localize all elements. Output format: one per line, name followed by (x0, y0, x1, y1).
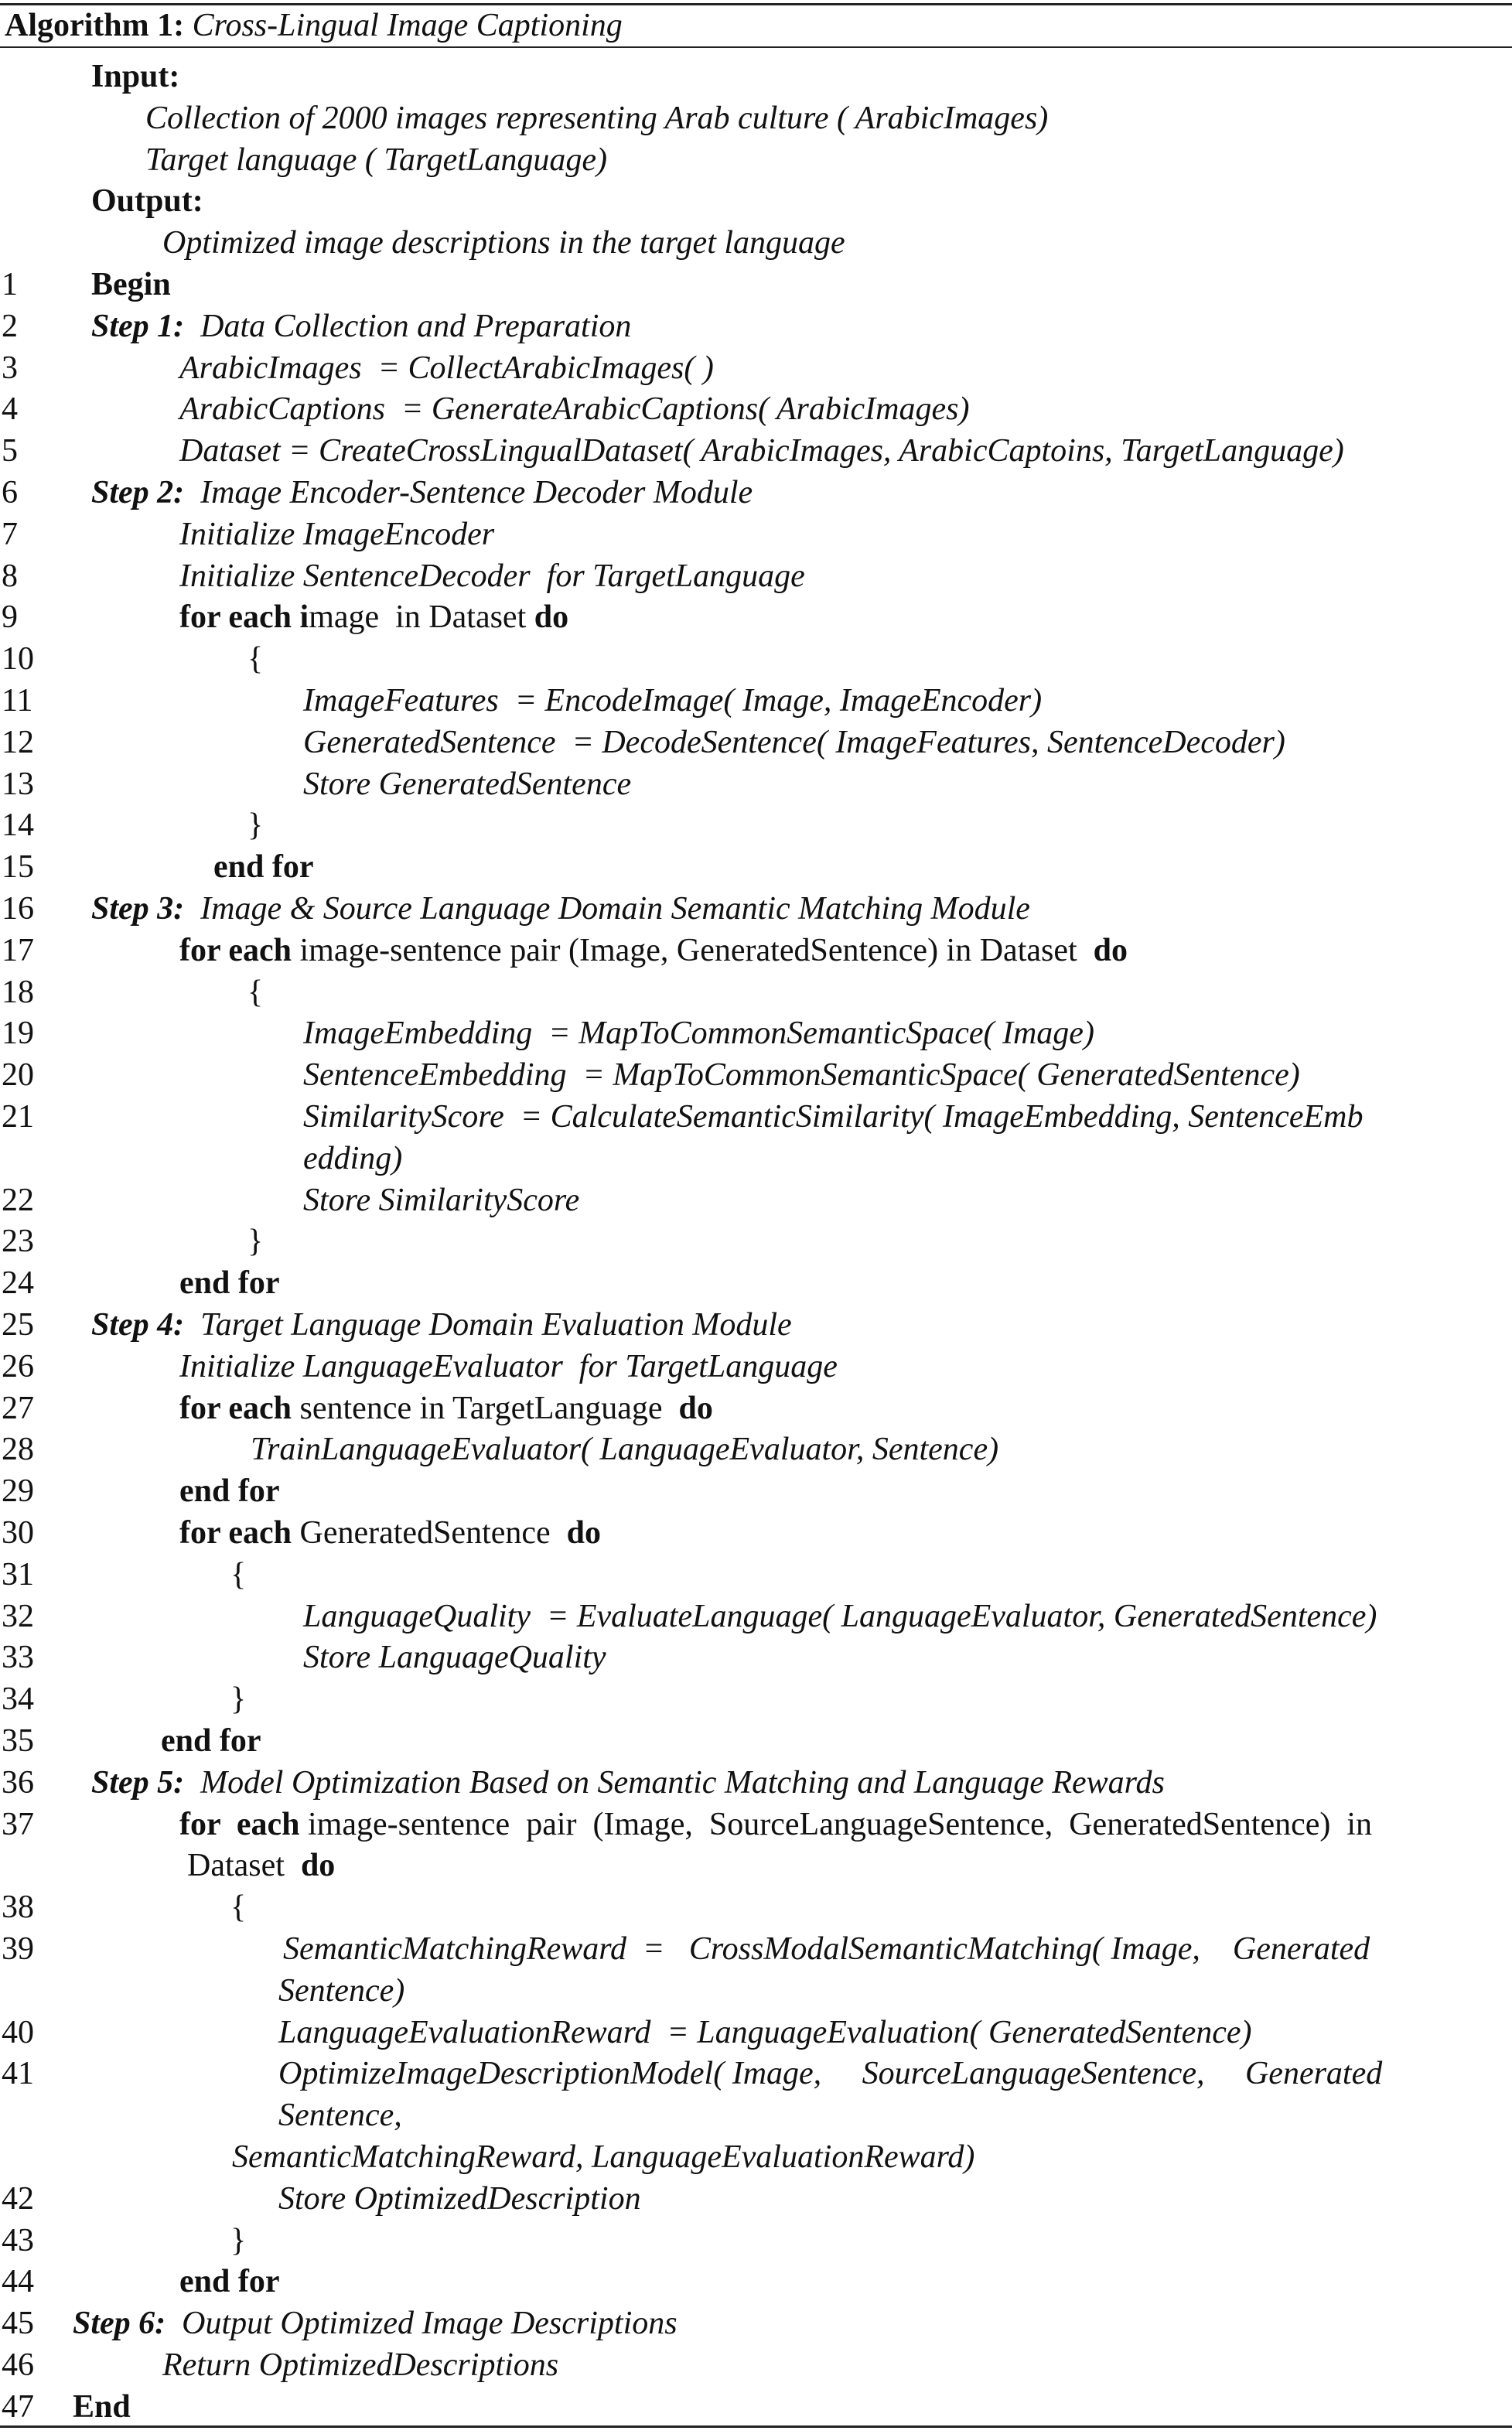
algorithm-line (0, 430, 1512, 472)
line-number: 7 (2, 516, 18, 552)
code-text: SemanticMatchingReward, LanguageEvaluationReward) (232, 2139, 975, 2175)
algorithm-line (0, 1970, 1512, 2012)
line-code (303, 1637, 606, 1678)
line-number: 13 (2, 766, 34, 802)
algorithm-line (0, 1804, 1512, 1845)
code-text: Optimized image descriptions in the target language (162, 225, 845, 261)
algorithm-line (0, 1388, 1512, 1429)
keyword: Step 1: (91, 308, 185, 344)
line-number: 4 (2, 391, 18, 428)
line-code (161, 1720, 261, 1762)
line-number: 29 (2, 1473, 34, 1510)
algorithm-line (0, 1429, 1512, 1470)
line-number: 47 (2, 2388, 34, 2425)
algorithm-title: Cross-Lingual Image Captioning (192, 8, 623, 43)
keyword: for each (179, 1390, 300, 1426)
algorithm-line (0, 1138, 1512, 1179)
line-number: 22 (2, 1182, 34, 1218)
algorithm-line (0, 1886, 1512, 1928)
line-number: 25 (2, 1307, 34, 1343)
line-number: 20 (2, 1057, 34, 1094)
line-code (91, 1304, 792, 1346)
algorithm-line (0, 2012, 1512, 2053)
algorithm-line (0, 722, 1512, 763)
code-text: GeneratedSentence (299, 1515, 567, 1551)
algorithm-line (0, 2386, 1512, 2428)
line-code (230, 2220, 246, 2262)
algorithm-line (0, 1596, 1512, 1637)
line-number: 32 (2, 1598, 34, 1634)
line-number: 10 (2, 641, 34, 678)
line-number: 39 (2, 1931, 34, 1967)
line-code (247, 1220, 263, 1262)
line-number: 37 (2, 1806, 34, 1842)
algorithm-line (0, 180, 1512, 222)
line-code (91, 56, 179, 97)
line-code (162, 222, 845, 264)
algorithm-line (0, 347, 1512, 389)
algorithm-line (0, 1012, 1512, 1054)
code-text: image-sentence pair (Image, GeneratedSentence) in Dataset (299, 932, 1094, 968)
algorithm-line (0, 1179, 1512, 1221)
algorithm-line (0, 638, 1512, 680)
algorithm-label: Algorithm 1: (5, 8, 185, 43)
line-number: 41 (2, 2056, 34, 2092)
code-text: Sentence) (278, 1972, 405, 2009)
code-text: { (247, 974, 264, 1010)
code-text: OptimizeImageDescriptionModel( Image, SourceLanguageSentence, Generated (278, 2056, 1383, 2092)
keyword: end for (179, 2264, 280, 2300)
code-text: Initialize LanguageEvaluator for TargetLanguage (179, 1348, 838, 1384)
code-text: image-sentence pair (Image, SourceLanguageSentence, GeneratedSentence) in (308, 1806, 1373, 1842)
line-code (303, 680, 1042, 722)
code-text: { (230, 1890, 247, 1926)
code-text: } (230, 2222, 247, 2258)
line-number: 2 (2, 308, 18, 344)
line-number: 30 (2, 1515, 34, 1551)
code-text: Initialize SentenceDecoder for TargetLanguage (179, 558, 805, 594)
algorithm-line (0, 596, 1512, 638)
line-code (179, 1470, 280, 1512)
algorithm-line (0, 1720, 1512, 1762)
keyword: Step 6: (73, 2306, 166, 2342)
keyword: end for (213, 849, 314, 886)
line-number: 42 (2, 2180, 34, 2217)
code-text: Store LanguageQuality (303, 1640, 606, 1676)
line-number: 15 (2, 849, 34, 886)
keyword: end for (179, 1473, 280, 1510)
code-text: SemanticMatchingReward = CrossModalSemanticMatching( Image, Generated (283, 1931, 1370, 1967)
algorithm-line (0, 222, 1512, 264)
line-number: 31 (2, 1556, 34, 1593)
algorithm-line (0, 1637, 1512, 1678)
algorithm-line (0, 2303, 1512, 2344)
line-number: 14 (2, 807, 34, 844)
line-number: 27 (2, 1390, 34, 1426)
keyword: do (678, 1390, 713, 1426)
line-code (179, 1388, 713, 1429)
line-code (303, 1179, 579, 1221)
line-code (247, 804, 263, 846)
keyword: do (566, 1515, 602, 1551)
algorithm-line (0, 555, 1512, 597)
line-number: 35 (2, 1723, 34, 1759)
line-number: 38 (2, 1890, 34, 1926)
bottom-rule (0, 2425, 1512, 2428)
keyword: end for (179, 1265, 280, 1302)
code-text: ImageFeatures = EncodeImage( Image, ImageEncoder) (303, 683, 1043, 719)
line-code (179, 1346, 838, 1388)
algorithm-line (0, 2344, 1512, 2386)
line-code (179, 388, 969, 430)
line-code (179, 430, 1344, 472)
line-number: 26 (2, 1348, 34, 1384)
algorithm-line (0, 1928, 1512, 1970)
code-text: Image Encoder-Sentence Decoder Module (184, 475, 753, 510)
algorithm-line (0, 97, 1512, 139)
code-text: TrainLanguageEvaluator( LanguageEvaluator, Sentence) (251, 1432, 999, 1468)
algorithm-line (0, 388, 1512, 430)
line-code (179, 930, 1128, 971)
line-code (179, 555, 805, 597)
code-text: Dataset (187, 1848, 301, 1884)
line-code (187, 1845, 335, 1886)
algorithm-line (0, 264, 1512, 306)
code-text: ArabicImages = CollectArabicImages( ) (179, 350, 714, 386)
line-code (73, 2386, 131, 2428)
line-number: 9 (2, 599, 18, 636)
algorithm-line (0, 2261, 1512, 2303)
caption-rule (0, 46, 1512, 48)
line-code (230, 1554, 246, 1596)
line-code (251, 1429, 998, 1470)
line-number: 17 (2, 932, 34, 968)
line-code (145, 97, 1048, 139)
code-text: edding) (303, 1140, 403, 1176)
code-text: Image & Source Language Domain Semantic Matching Module (184, 891, 1030, 927)
line-number: 33 (2, 1640, 34, 1676)
code-text: Return OptimizedDescriptions (162, 2347, 559, 2383)
line-code (213, 846, 314, 888)
keyword: End (73, 2388, 131, 2425)
algorithm-line (0, 930, 1512, 971)
line-code (303, 722, 1285, 763)
line-code (73, 2303, 677, 2344)
line-number: 45 (2, 2306, 34, 2342)
line-code (278, 2094, 402, 2136)
line-code (278, 1970, 404, 2012)
code-text: Store SimilarityScore (303, 1182, 580, 1218)
algorithm-line (0, 1054, 1512, 1096)
keyword: for each (179, 932, 300, 968)
line-code (230, 1678, 246, 1720)
keyword: Begin (91, 267, 171, 302)
line-number: 19 (2, 1016, 34, 1052)
code-text: Target Language Domain Evaluation Module (184, 1307, 792, 1343)
line-code (91, 264, 171, 306)
code-text: sentence in TargetLanguage (299, 1390, 679, 1426)
line-code (303, 1012, 1094, 1054)
code-text: ArabicCaptions = GenerateArabicCaptions( ArabicImages) (179, 391, 970, 428)
line-number: 23 (2, 1224, 34, 1260)
algorithm-line (0, 763, 1512, 805)
algorithm-line (0, 1845, 1512, 1886)
line-code (303, 1596, 1377, 1637)
line-number: 3 (2, 350, 18, 386)
code-text: mage in Dataset (309, 599, 534, 636)
line-number: 24 (2, 1265, 34, 1302)
code-text: GeneratedSentence = DecodeSentence( ImageFeatures, SentenceDecoder) (303, 724, 1285, 760)
code-text: } (230, 1681, 247, 1718)
algorithm-line (0, 846, 1512, 888)
code-text: SimilarityScore = CalculateSemanticSimilarity( ImageEmbedding, SentenceEmb (303, 1099, 1364, 1135)
algorithm-line (0, 971, 1512, 1013)
algorithm-line (0, 1304, 1512, 1346)
keyword: end for (161, 1723, 261, 1759)
algorithm-line (0, 56, 1512, 97)
code-text: ImageEmbedding = MapToCommonSemanticSpace( Image) (303, 1016, 1094, 1052)
algorithm-line (0, 514, 1512, 555)
code-text: Model Optimization Based on Semantic Matching and Language Rewards (184, 1764, 1165, 1801)
line-code (179, 2261, 280, 2303)
line-code (283, 1928, 1370, 1970)
line-code (303, 763, 631, 805)
keyword: Step 3: (91, 891, 185, 927)
algorithm-line (0, 1470, 1512, 1512)
algorithm-line (0, 472, 1512, 514)
code-text: Sentence, (278, 2098, 402, 2134)
code-text: SentenceEmbedding = MapToCommonSemanticSpace( GeneratedSentence) (303, 1057, 1300, 1094)
code-text: { (230, 1556, 247, 1593)
line-code (91, 1762, 1165, 1804)
line-number: 18 (2, 974, 34, 1010)
line-code (91, 472, 753, 514)
line-code (247, 638, 263, 680)
line-number: 12 (2, 724, 34, 760)
keyword: for each (179, 1515, 300, 1551)
keyword: do (300, 1848, 336, 1884)
keyword: for each i (179, 599, 309, 636)
line-code (303, 1054, 1300, 1096)
code-text: Initialize ImageEncoder (179, 516, 495, 552)
algorithm-line (0, 1678, 1512, 1720)
keyword: Step 5: (91, 1764, 185, 1801)
algorithm-line (0, 139, 1512, 181)
line-code (145, 139, 607, 181)
line-number: 8 (2, 558, 18, 594)
code-text: LanguageQuality = EvaluateLanguage( LanguageEvaluator, GeneratedSentence) (303, 1598, 1377, 1634)
algorithm-line (0, 1762, 1512, 1804)
line-code (91, 888, 1030, 930)
line-code (278, 2012, 1252, 2053)
code-text: Dataset = CreateCrossLingualDataset( ArabicImages, ArabicCaptoins, TargetLanguage) (179, 433, 1344, 469)
line-number: 11 (2, 683, 33, 719)
keyword: do (534, 599, 569, 636)
code-text: { (247, 641, 264, 678)
line-code (278, 2053, 1382, 2094)
line-number: 1 (2, 267, 18, 302)
algorithm-caption (5, 5, 623, 46)
code-text: Data Collection and Preparation (184, 308, 632, 344)
algorithm-line (0, 888, 1512, 930)
line-number: 44 (2, 2264, 34, 2300)
code-text: Store GeneratedSentence (303, 766, 632, 802)
algorithm-line (0, 1262, 1512, 1304)
line-number: 6 (2, 475, 18, 510)
algorithm-line (0, 804, 1512, 846)
algorithm-line (0, 1096, 1512, 1138)
keyword: Output: (91, 183, 203, 220)
line-number: 40 (2, 2014, 34, 2050)
line-number: 16 (2, 891, 34, 927)
line-number: 34 (2, 1681, 34, 1718)
algorithm-line (0, 2053, 1512, 2094)
code-text: Store OptimizedDescription (278, 2180, 641, 2217)
line-code (179, 1512, 601, 1554)
line-code (278, 2178, 641, 2220)
line-code (179, 1804, 1372, 1845)
line-code (232, 2136, 974, 2178)
keyword: Step 2: (91, 475, 185, 510)
code-text: Collection of 2000 images representing Arab culture ( ArabicImages) (145, 100, 1049, 136)
line-code (303, 1138, 402, 1179)
line-code (247, 971, 263, 1013)
line-number: 36 (2, 1764, 34, 1801)
algorithm-line (0, 1512, 1512, 1554)
line-number: 5 (2, 433, 18, 469)
line-code (179, 514, 494, 555)
keyword: do (1093, 932, 1128, 968)
code-text: } (247, 1224, 264, 1260)
line-code (179, 347, 714, 389)
algorithm-line (0, 1554, 1512, 1596)
algorithm-line (0, 2136, 1512, 2178)
line-number: 21 (2, 1099, 34, 1135)
code-text: Target language ( TargetLanguage) (145, 142, 607, 178)
line-code (230, 1886, 246, 1928)
line-code (162, 2344, 558, 2386)
line-code (179, 596, 568, 638)
line-number: 28 (2, 1432, 34, 1468)
algorithm-line (0, 680, 1512, 722)
line-code (303, 1096, 1363, 1138)
code-text: } (247, 807, 264, 844)
line-number: 43 (2, 2222, 34, 2258)
line-code (179, 1262, 280, 1304)
line-number: 46 (2, 2347, 34, 2383)
keyword: Input: (91, 59, 180, 94)
algorithm-line (0, 1220, 1512, 1262)
line-code (91, 180, 203, 222)
code-text: Output Optimized Image Descriptions (166, 2306, 677, 2342)
code-text: LanguageEvaluationReward = LanguageEvaluation( GeneratedSentence) (278, 2014, 1252, 2050)
algorithm-line (0, 2220, 1512, 2262)
keyword: Step 4: (91, 1307, 185, 1343)
algorithm-line (0, 306, 1512, 347)
algorithm-line (0, 2094, 1512, 2136)
keyword: for each (179, 1806, 309, 1842)
line-code (91, 306, 631, 347)
algorithm-line (0, 2178, 1512, 2220)
algorithm-line (0, 1346, 1512, 1388)
